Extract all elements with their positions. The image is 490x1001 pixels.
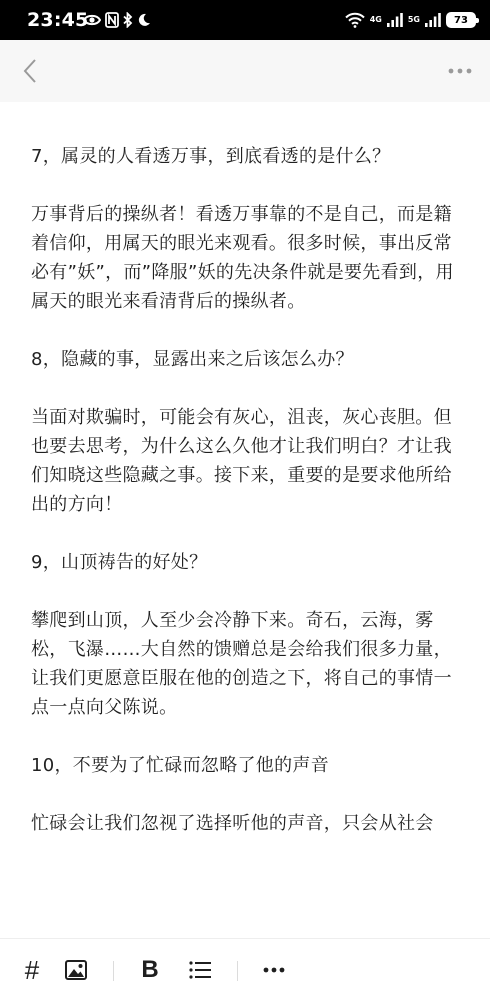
signal-icon	[387, 13, 403, 27]
status-bar	[0, 0, 490, 40]
toolbar-divider	[237, 961, 238, 981]
chevron-left-icon	[22, 58, 38, 84]
more-dots-icon	[263, 967, 285, 973]
status-right-icons	[345, 9, 476, 31]
answer-paragraph: 忙碌会让我们忽视了选择听他的声音，只会从社会	[31, 813, 434, 834]
answer-paragraph: 万事背后的操纵者！看透万事靠的不是自己，而是籍着信仰，用属天的眼光来观看。很多时候，事出反常必有”妖”，而”降服”妖的先决条件就是要先看到，用属天的眼光来看清背后的操纵者。	[31, 204, 454, 312]
list-button[interactable]	[180, 939, 220, 1001]
answer-paragraph: 当面对欺骗时，可能会有灰心，沮丧，灰心丧胆。但也要去思考，为什么这么久他才让我们明白？才让我们知晓这些隐藏之事。接下来，重要的是要求他所给出的方向！	[31, 407, 452, 515]
answer-paragraph: 攀爬到山顶，人至少会冷静下来。奇石，云海，雾松，飞瀑……大自然的馈赠总是会给我们很多力量，让我们更愿意臣服在他的创造之下，将自己的事情一点一点向父陈说。	[31, 610, 452, 718]
network-type-label: 4G	[369, 15, 382, 24]
image-icon	[65, 960, 87, 980]
more-dots-icon	[448, 68, 472, 74]
app-header	[0, 40, 490, 102]
note-content[interactable]	[31, 142, 463, 838]
signal-icon	[425, 13, 441, 27]
back-button[interactable]	[12, 52, 48, 90]
insert-image-button[interactable]	[56, 939, 96, 1001]
status-left-icons	[83, 9, 151, 31]
battery-level: 73	[454, 14, 468, 26]
bold-button[interactable]	[130, 939, 170, 1001]
editor-toolbar	[0, 938, 490, 1001]
network-type-label: 5G	[407, 15, 420, 24]
hashtag-button[interactable]	[12, 939, 52, 1001]
toolbar-divider	[113, 961, 114, 981]
list-icon	[189, 961, 211, 979]
more-options-button[interactable]	[442, 52, 478, 90]
question-heading: 10，不要为了忙碌而忽略了他的声音	[31, 755, 330, 776]
moon-icon	[137, 13, 151, 27]
question-heading: 8，隐藏的事，显露出来之后该怎么办？	[31, 349, 354, 370]
more-tools-button[interactable]	[254, 939, 294, 1001]
question-heading: 9，山顶祷告的好处？	[31, 552, 208, 573]
wifi-icon	[345, 12, 365, 28]
question-heading: 7，属灵的人看透万事，到底看透的是什么？	[31, 146, 391, 167]
nfc-icon	[105, 12, 119, 28]
bold-icon: B	[141, 956, 159, 983]
status-time: 23:45	[27, 9, 89, 31]
hashtag-icon: #	[24, 954, 40, 985]
eye-icon	[83, 13, 101, 27]
bluetooth-icon	[123, 12, 133, 28]
battery-icon	[446, 12, 476, 28]
